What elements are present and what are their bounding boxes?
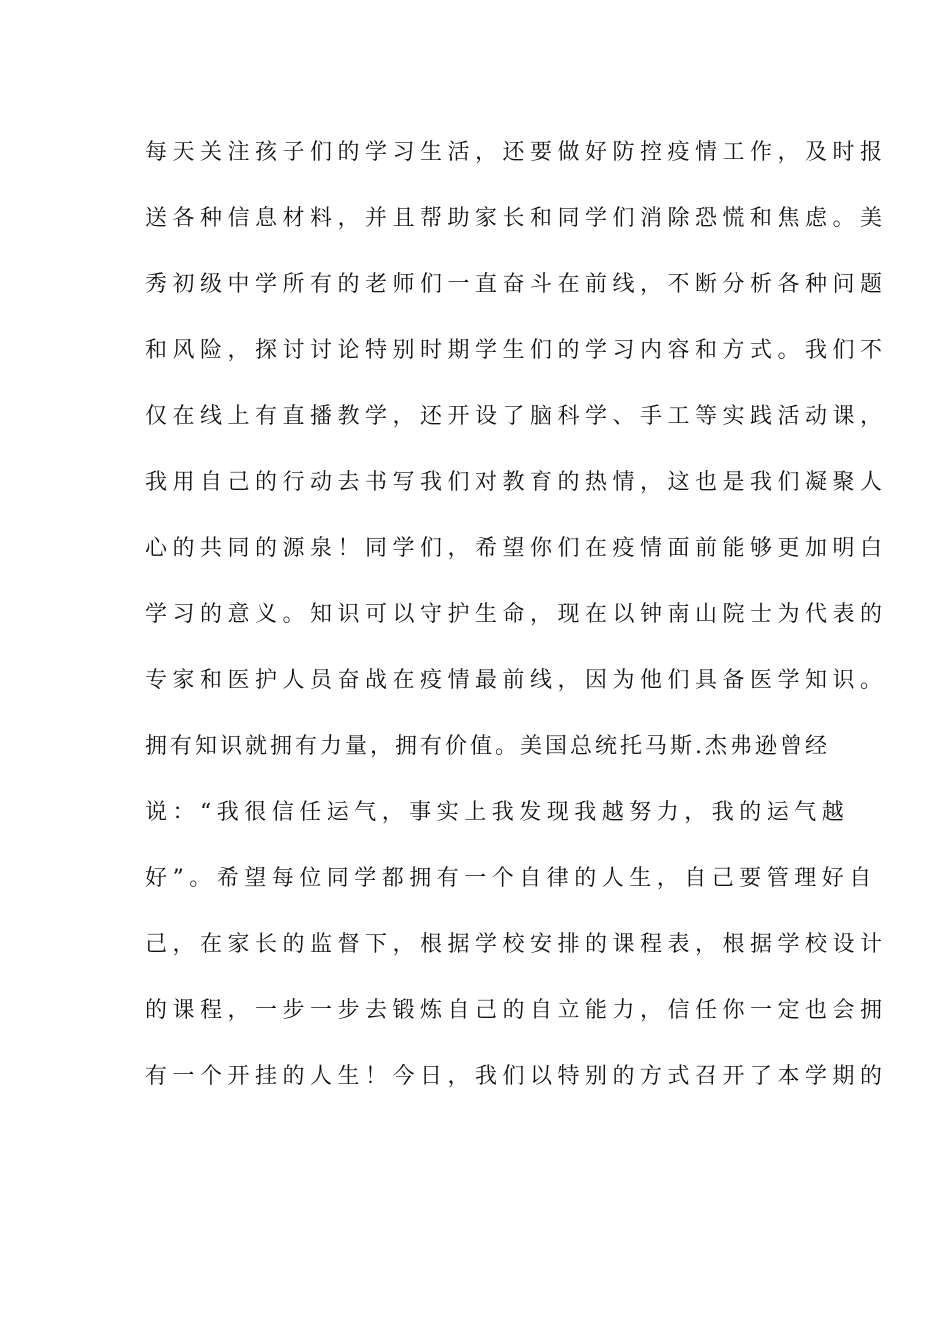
text-line: 我用自己的行动去书写我们对教育的热情，这也是我们凝聚人 bbox=[145, 470, 888, 495]
text-line: 拥有知识就拥有力量，拥有价值。美国总统托马斯.杰弗逊曾经 bbox=[145, 734, 830, 759]
text-line: 和风险，探讨讨论特别时期学生们的学习内容和方式。我们不 bbox=[145, 338, 888, 363]
text-line: 有一个开挂的人生！今日，我们以特别的方式召开了本学期的 bbox=[145, 1064, 888, 1089]
text-line: 秀初级中学所有的老师们一直奋斗在前线，不断分析各种问题 bbox=[145, 272, 888, 297]
text-line: 说：“我很信任运气，事实上我发现我越努力，我的运气越 bbox=[145, 800, 850, 825]
text-line: 每天关注孩子们的学习生活，还要做好防控疫情工作，及时报 bbox=[145, 140, 888, 165]
text-line: 送各种信息材料，并且帮助家长和同学们消除恐慌和焦虑。美 bbox=[145, 206, 888, 231]
text-line: 心的共同的源泉！同学们，希望你们在疫情面前能够更加明白 bbox=[145, 536, 888, 561]
text-line: 学习的意义。知识可以守护生命，现在以钟南山院士为代表的 bbox=[145, 602, 888, 627]
text-line: 仅在线上有直播教学，还开设了脑科学、手工等实践活动课， bbox=[145, 404, 888, 429]
text-line: 专家和医护人员奋战在疫情最前线，因为他们具备医学知识。 bbox=[145, 668, 888, 693]
body-text bbox=[145, 129, 888, 1119]
text-line: 好”。希望每位同学都拥有一个自律的人生，自己要管理好自 bbox=[145, 866, 877, 891]
text-line: 的课程，一步一步去锻炼自己的自立能力，信任你一定也会拥 bbox=[145, 998, 888, 1023]
text-line: 己，在家长的监督下，根据学校安排的课程表，根据学校设计 bbox=[145, 932, 888, 957]
